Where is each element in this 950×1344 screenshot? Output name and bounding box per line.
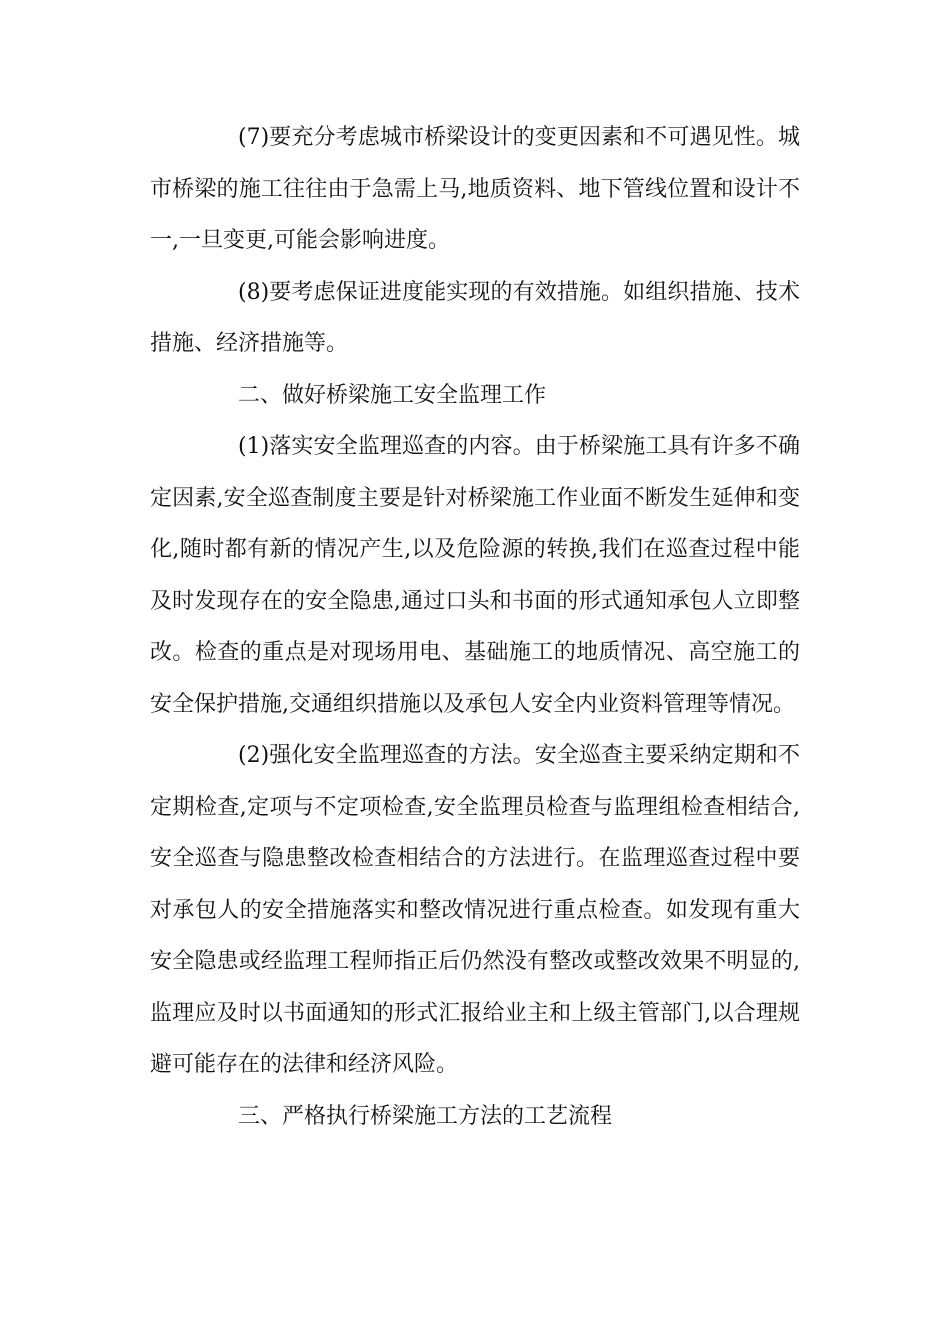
section-heading-3: 三、严格执行桥梁施工方法的工艺流程 — [238, 1103, 613, 1129]
paragraph-item-7: (7)要充分考虑城市桥梁设计的变更因素和不可遇见性。城市桥梁的施工往往由于急需上马,地质资料、地下管线位置和设计不一,一旦变更,可能会影响进度。 — [150, 125, 800, 253]
paragraph-item-8: (8)要考虑保证进度能实现的有效措施。如组织措施、技术措施、经济措施等。 — [150, 279, 800, 356]
paragraph-safety-patrol-method: (2)强化安全监理巡查的方法。安全巡查主要采纳定期和不定期检查,定项与不定项检查,安全监理员检查与监理组检查相结合,安全巡查与隐患整改检查相结合的方法进行。在监理巡查过程中要对承包人的安全措施落实和整改情况进行重点检查。如发现有重大安全隐患或经监理工程师指正后仍然没有整改或整改效果不明显的,监理应及时以书面通知的形式汇报给业主和上级主管部门,以合理规避可能存在的法律和经济风险。 — [150, 743, 800, 1077]
paragraph-safety-patrol-content: (1)落实安全监理巡查的内容。由于桥梁施工具有许多不确定因素,安全巡查制度主要是针对桥梁施工作业面不断发生延伸和变化,随时都有新的情况产生,以及危险源的转换,我们在巡查过程中能及时发现存在的安全隐患,通过口头和书面的形式通知承包人立即整改。检查的重点是对现场用电、基础施工的地质情况、高空施工的安全保护措施,交通组织措施以及承包人安全内业资料管理等情况。 — [150, 434, 800, 717]
section-heading-2: 二、做好桥梁施工安全监理工作 — [238, 382, 547, 408]
document-body — [150, 112, 800, 1142]
